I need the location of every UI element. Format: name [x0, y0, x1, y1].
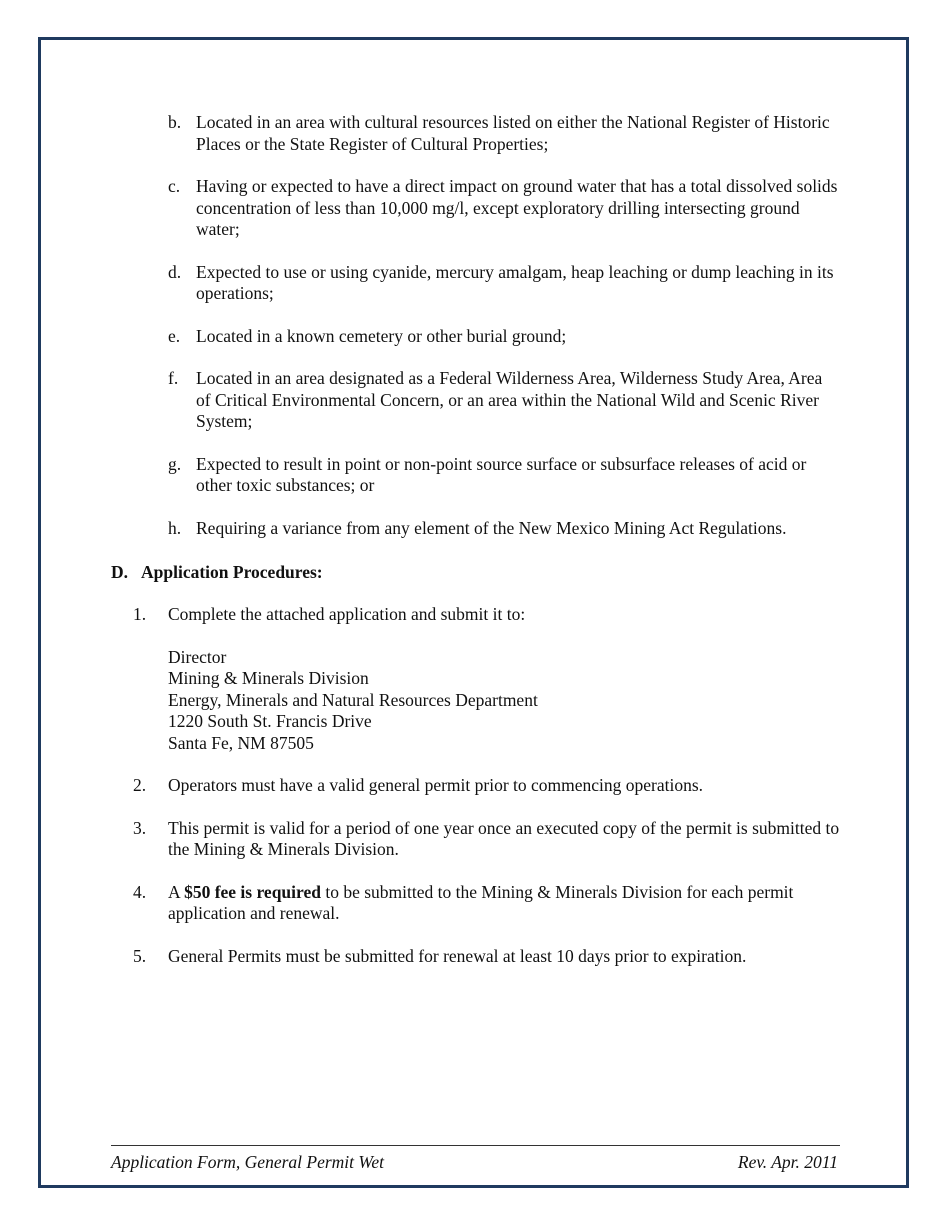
list-marker: c. [168, 176, 181, 196]
procedure-marker: 2. [133, 775, 147, 795]
list-item-text: Located in an area with cultural resources listed on either the National Register of Historic Places or the State Register of Cultural Properties; [196, 112, 830, 154]
procedure-item [133, 946, 843, 968]
list-item [168, 518, 840, 540]
list-item-text: Located in a known cemetery or other burial ground; [196, 325, 567, 346]
procedure-marker: 1. [133, 604, 147, 624]
list-item-text: Requiring a variance from any element of the New Mexico Mining Act Regulations. [196, 517, 787, 538]
procedures-list [133, 604, 843, 988]
procedure-item [133, 882, 843, 925]
procedure-item [133, 604, 843, 754]
list-marker: b. [168, 112, 182, 132]
procedure-text: General Permits must be submitted for renewal at least 10 days prior to expiration. [168, 945, 747, 966]
address-line: Santa Fe, NM 87505 [168, 732, 314, 753]
list-marker: g. [168, 453, 182, 474]
section-marker: D. [111, 562, 129, 582]
mailing-address [168, 647, 843, 755]
address-line: Energy, Minerals and Natural Resources Department [168, 689, 538, 710]
list-item [168, 112, 840, 155]
procedure-text-suffix: to be submitted to the Mining & Minerals Division for each permit application and renewal. [168, 881, 794, 923]
procedure-text: This permit is valid for a period of one year once an executed copy of the permit is submitted to the Mining & Minerals Division. [168, 817, 840, 859]
footer-revision: Rev. Apr. 2011 [737, 1152, 838, 1172]
procedure-marker: 3. [133, 817, 147, 838]
list-item-text: Having or expected to have a direct impact on ground water that has a total dissolved solids concentration of less than 10,000 mg/l, except exploratory drilling intersecting ground water; [196, 176, 838, 239]
criteria-list [168, 112, 840, 560]
list-item [168, 368, 840, 433]
list-item [168, 326, 840, 348]
list-marker: e. [168, 325, 181, 346]
procedure-marker: 4. [133, 881, 147, 902]
list-item [168, 176, 840, 241]
footer-divider [111, 1145, 840, 1146]
procedure-item [133, 818, 843, 861]
section-heading [111, 562, 323, 584]
list-marker: f. [168, 368, 179, 388]
list-item-text: Expected to use or using cyanide, mercury amalgam, heap leaching or dump leaching in its operations; [196, 261, 834, 303]
procedure-marker: 5. [133, 945, 147, 966]
address-line: 1220 South St. Francis Drive [168, 711, 372, 731]
fee-emphasis: $50 fee is required [184, 881, 321, 902]
list-marker: h. [168, 517, 182, 538]
footer-form-title: Application Form, General Permit Wet [111, 1152, 384, 1172]
list-item [168, 262, 840, 305]
list-item-text: Expected to result in point or non-point source surface or subsurface releases of acid or other toxic substances; or [196, 453, 807, 495]
address-line: Mining & Minerals Division [168, 668, 369, 688]
section-title: Application Procedures: [141, 562, 323, 582]
list-item-text: Located in an area designated as a Federal Wilderness Area, Wilderness Study Area, Area of Critical Environmental Concern, or an area within the National Wild and Scenic River System; [196, 368, 823, 431]
procedure-text-prefix: A [168, 881, 185, 902]
list-item [168, 454, 840, 497]
procedure-text: Operators must have a valid general permit prior to commencing operations. [168, 775, 704, 795]
procedure-text: Complete the attached application and submit it to: [168, 604, 526, 624]
list-marker: d. [168, 261, 182, 282]
procedure-item [133, 775, 843, 797]
address-line: Director [168, 646, 227, 667]
